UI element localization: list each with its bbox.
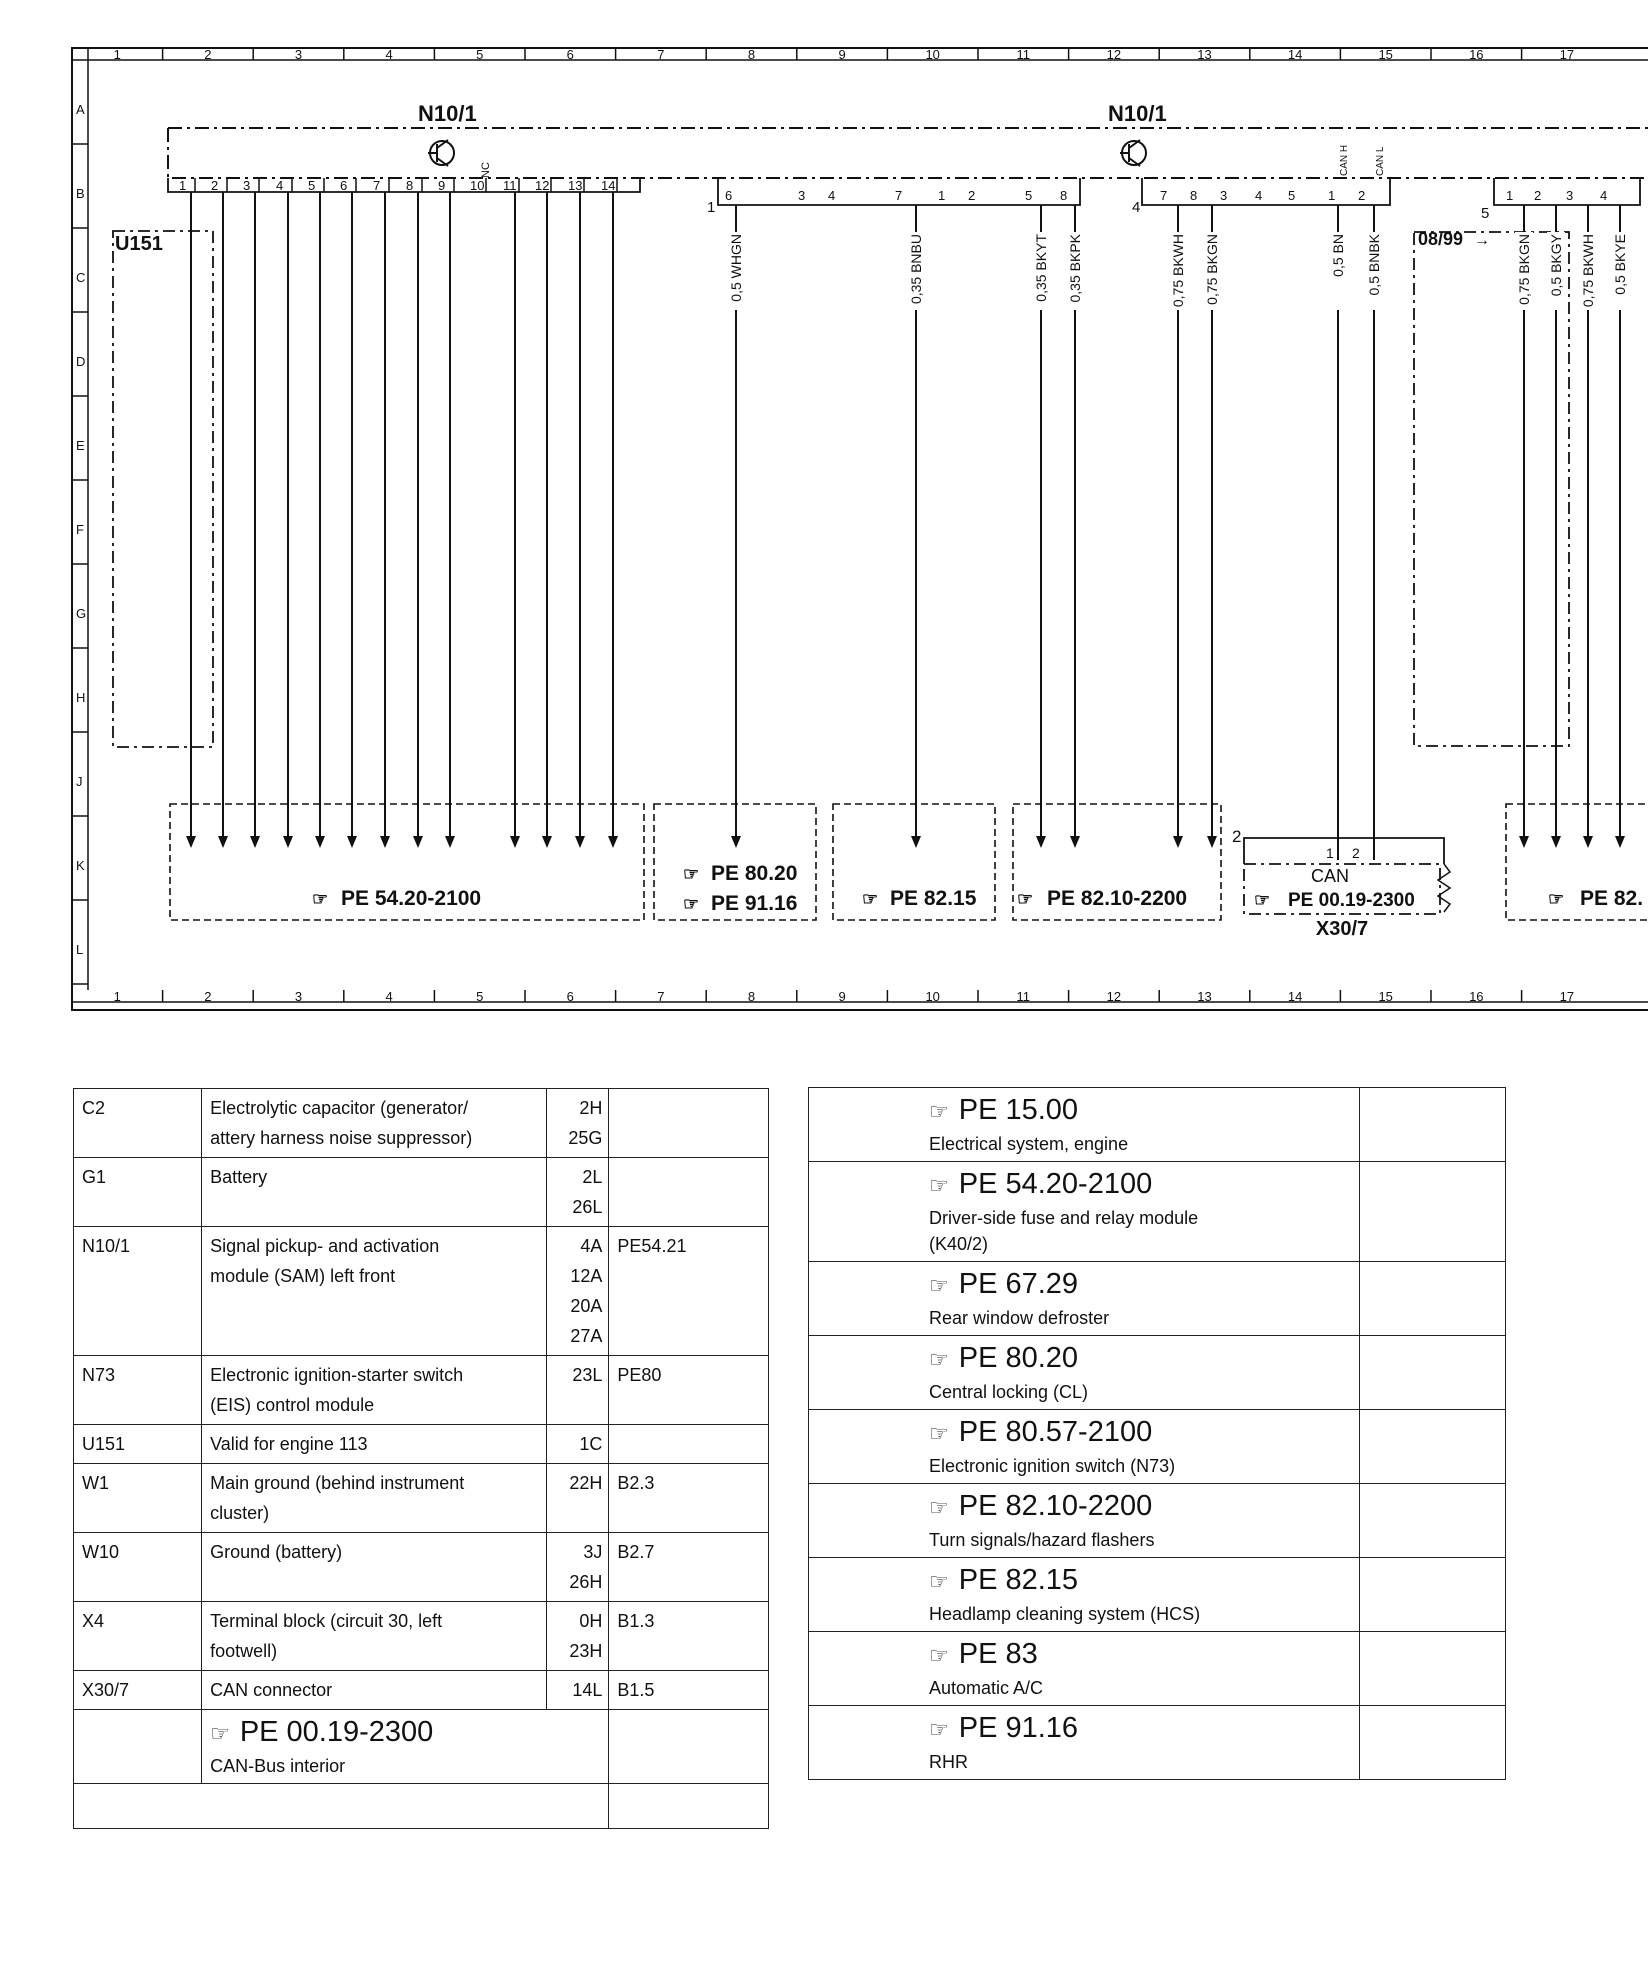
component-code: C2 xyxy=(74,1089,202,1158)
pointing-hand-icon: ☞ xyxy=(312,889,329,909)
connector-side-label: 4 xyxy=(1132,199,1141,216)
component-ref xyxy=(609,1425,769,1464)
column-label: 10 xyxy=(925,989,940,1004)
connector-pin: 6 xyxy=(725,188,733,203)
reference-title[interactable]: PE 54.20-2100 xyxy=(958,1168,1153,1200)
x30-7-pin-2: 2 xyxy=(1352,845,1360,861)
column-label: 15 xyxy=(1378,989,1393,1004)
reference-subtitle: Turn signals/hazard flashers xyxy=(929,1530,1155,1550)
reference-subtitle: Headlamp cleaning system (HCS) xyxy=(929,1604,1201,1624)
pointing-hand-icon: ☞ xyxy=(929,1644,949,1669)
pointing-hand-icon: ☞ xyxy=(1548,889,1565,909)
component-ref xyxy=(609,1158,769,1227)
component-code: X4 xyxy=(74,1602,202,1671)
component-code: G1 xyxy=(74,1158,202,1227)
pointing-hand-icon: ☞ xyxy=(683,864,700,884)
u151-box xyxy=(113,231,213,747)
column-label: 5 xyxy=(476,47,484,62)
connector-pin: 3 xyxy=(1220,188,1228,203)
connector-pin: 2 xyxy=(1358,188,1366,203)
arrow-icon xyxy=(445,836,455,848)
x30-7-can-label: CAN xyxy=(1310,866,1350,886)
connector-pin: 2 xyxy=(968,188,976,203)
component-locs: 23L xyxy=(547,1356,609,1425)
pointing-hand-icon: ☞ xyxy=(929,1274,949,1299)
arrow-icon xyxy=(608,836,618,848)
component-locs: 2L 26L xyxy=(547,1158,609,1227)
component-row xyxy=(74,1602,769,1671)
component-desc: CAN connector xyxy=(202,1671,547,1710)
column-label: 7 xyxy=(657,989,665,1004)
component-locs: 22H xyxy=(547,1464,609,1533)
arrow-icon xyxy=(1519,836,1529,848)
column-label: 13 xyxy=(1197,989,1212,1004)
connector-side-label: 1 xyxy=(707,199,716,216)
component-row xyxy=(74,1356,769,1425)
wire-label: 0,75 BKWH xyxy=(1580,234,1596,308)
component-row xyxy=(74,1227,769,1356)
reference-title[interactable]: PE 67.29 xyxy=(958,1268,1079,1300)
module-label-right: N10/1 xyxy=(1108,101,1167,126)
column-label: 8 xyxy=(747,47,756,62)
target-ref[interactable]: PE 54.20-2100 xyxy=(341,887,482,910)
pointing-hand-icon: ☞ xyxy=(929,1100,949,1125)
column-label: 13 xyxy=(1197,47,1212,62)
wire-label: 0,5 BKGY xyxy=(1548,234,1564,297)
x30-7-side-pin: 2 xyxy=(1232,827,1242,846)
component-ref: PE80 xyxy=(609,1356,769,1425)
version-tag: 08/99 xyxy=(1418,229,1464,249)
column-label: 1 xyxy=(113,989,121,1004)
x30-7-upper xyxy=(1244,838,1444,864)
component-locs: 4A 12A 20A 27A xyxy=(547,1227,609,1356)
arrow-icon xyxy=(250,836,260,848)
row-ruler xyxy=(72,48,88,990)
connector-pin: 5 xyxy=(1025,188,1033,203)
column-label: 16 xyxy=(1469,989,1484,1004)
pointing-hand-icon: ☞ xyxy=(929,1422,949,1447)
pointing-hand-icon: ☞ xyxy=(929,1348,949,1373)
n10-module-outline xyxy=(168,128,1648,178)
pin-label: 2 xyxy=(211,178,219,193)
column-label: 1 xyxy=(113,47,121,62)
reference-subtitle: Electrical system, engine xyxy=(929,1134,1129,1154)
wire-label: 0,75 BKGN xyxy=(1204,234,1220,305)
component-ref: B1.5 xyxy=(609,1671,769,1710)
column-label: 17 xyxy=(1559,989,1575,1004)
empty-row xyxy=(74,1784,769,1829)
pin-label: 3 xyxy=(243,178,251,193)
pointing-hand-icon: ☞ xyxy=(862,889,879,909)
connector-pin: 2 xyxy=(1534,188,1542,203)
connector-side-label: 5 xyxy=(1481,205,1490,222)
column-label: 11 xyxy=(1016,989,1031,1004)
component-desc: Terminal block (circuit 30, left footwell) xyxy=(202,1602,547,1671)
wire-label: 0,35 BKYT xyxy=(1033,234,1049,302)
component-code: N73 xyxy=(74,1356,202,1425)
row-label: D xyxy=(76,354,86,369)
reference-subtitle: RHR xyxy=(929,1752,968,1772)
column-ruler-top xyxy=(72,47,1648,62)
row-label: L xyxy=(76,942,84,957)
component-locs: 2H 25G xyxy=(547,1089,609,1158)
reference-row xyxy=(809,1632,1506,1706)
reference-subtitle: Driver-side fuse and relay module (K40/2) xyxy=(929,1208,1199,1254)
row-label: E xyxy=(76,438,85,453)
column-label: 7 xyxy=(657,47,665,62)
arrow-icon xyxy=(186,836,196,848)
pin-label: 8 xyxy=(406,178,414,193)
component-locs: 1C xyxy=(547,1425,609,1464)
pointing-hand-icon: ☞ xyxy=(1254,890,1271,910)
connector-pin: 3 xyxy=(798,188,806,203)
connector-outline xyxy=(1142,178,1390,205)
reference-row xyxy=(809,1484,1506,1558)
module-label-left: N10/1 xyxy=(418,101,477,126)
arrow-icon xyxy=(218,836,228,848)
component-ref xyxy=(609,1089,769,1158)
pointing-hand-icon: ☞ xyxy=(929,1496,949,1521)
arrow-icon xyxy=(413,836,423,848)
connector-pin: 1 xyxy=(1506,188,1514,203)
row-label: F xyxy=(76,522,84,537)
arrow-icon xyxy=(510,836,520,848)
reference-row xyxy=(809,1162,1506,1262)
column-label: 4 xyxy=(385,989,393,1004)
connector-pin: 4 xyxy=(828,188,836,203)
reference-title[interactable]: PE 80.20 xyxy=(958,1342,1079,1374)
connector-pin: 5 xyxy=(1288,188,1296,203)
arrow-icon xyxy=(1173,836,1183,848)
wire-labels xyxy=(727,232,1629,310)
wire-label: 0,5 BKYE xyxy=(1612,234,1628,295)
column-label: 9 xyxy=(838,989,846,1004)
arrow-icon xyxy=(1070,836,1080,848)
component-row xyxy=(74,1533,769,1602)
can-pin-label: CAN H xyxy=(1339,144,1350,176)
column-ruler-bottom xyxy=(72,989,1648,1004)
arrow-icon xyxy=(911,836,921,848)
column-label: 6 xyxy=(566,47,574,62)
pin-label: 10 xyxy=(470,178,485,193)
component-row xyxy=(74,1464,769,1533)
component-locs: 0H 23H xyxy=(547,1602,609,1671)
row-label: C xyxy=(76,270,86,285)
pin-label: 9 xyxy=(438,178,446,193)
row-label: J xyxy=(76,774,83,789)
column-label: 2 xyxy=(204,989,212,1004)
arrow-icon xyxy=(283,836,293,848)
component-desc: Ground (battery) xyxy=(202,1533,547,1602)
pointing-hand-icon: ☞ xyxy=(929,1718,949,1743)
component-desc: Valid for engine 113 xyxy=(202,1425,547,1464)
component-locs: 14L xyxy=(547,1671,609,1710)
pointing-hand-icon: ☞ xyxy=(929,1570,949,1595)
component-desc: Battery xyxy=(202,1158,547,1227)
column-label: 12 xyxy=(1106,47,1122,62)
component-row xyxy=(74,1158,769,1227)
u151-label: U151 xyxy=(115,233,163,255)
reference-subtitle: Rear window defroster xyxy=(929,1308,1110,1328)
arrow-icon xyxy=(542,836,552,848)
component-desc: Signal pickup- and activation module (SAM) left front xyxy=(202,1227,547,1356)
connector-pin: 1 xyxy=(938,188,946,203)
wire-label: 0,35 BNBU xyxy=(908,234,924,305)
component-table xyxy=(73,1088,769,1829)
arrow-icon xyxy=(1207,836,1217,848)
connector-pin: 8 xyxy=(1060,188,1068,203)
reference-title[interactable]: PE 15.00 xyxy=(958,1094,1079,1126)
target-ref[interactable]: PE 91.16 xyxy=(711,892,798,915)
row-label: K xyxy=(76,858,85,873)
reference-title[interactable]: PE 82.10-2200 xyxy=(958,1490,1153,1522)
component-desc: Main ground (behind instrument cluster) xyxy=(202,1464,547,1533)
connector-pin: 1 xyxy=(1328,188,1336,203)
wire-label: 0,75 BKWH xyxy=(1170,234,1186,308)
column-label: 3 xyxy=(294,47,303,62)
reference-subtitle: Electronic ignition switch (N73) xyxy=(929,1456,1176,1476)
component-ref: B1.3 xyxy=(609,1602,769,1671)
reference-row xyxy=(809,1088,1506,1162)
version-box xyxy=(1414,232,1569,746)
reference-title[interactable]: PE 82.15 xyxy=(958,1564,1079,1596)
reference-title[interactable]: PE 80.57-2100 xyxy=(958,1416,1153,1448)
component-desc: Electronic ignition-starter switch (EIS) control module xyxy=(202,1356,547,1425)
target-ref[interactable]: PE 82. xyxy=(1580,887,1644,910)
version-arrow-icon: → xyxy=(1474,232,1490,249)
pin-label: 13 xyxy=(568,178,583,193)
pointing-hand-icon: ☞ xyxy=(929,1174,949,1199)
pin-label: 7 xyxy=(373,178,381,193)
x30-7-ref: PE 00.19-2300 xyxy=(1288,890,1415,911)
arrow-icon xyxy=(347,836,357,848)
component-ref: PE54.21 xyxy=(609,1227,769,1356)
x30-7-pin-1: 1 xyxy=(1326,845,1334,861)
transistor-icon xyxy=(428,140,454,166)
wire-label: 0,5 BNBK xyxy=(1366,234,1382,296)
pin-label: 14 xyxy=(601,178,616,193)
reference-row xyxy=(809,1336,1506,1410)
pin-label: 1 xyxy=(179,178,187,193)
arrow-icon xyxy=(731,836,741,848)
component-pe-row xyxy=(74,1710,769,1784)
reference-title[interactable]: PE 91.16 xyxy=(958,1712,1079,1744)
component-code: W10 xyxy=(74,1533,202,1602)
arrow-icon xyxy=(575,836,585,848)
reference-title[interactable]: PE 83 xyxy=(958,1638,1038,1670)
arrow-icon xyxy=(1036,836,1046,848)
reference-row xyxy=(809,1410,1506,1484)
wires xyxy=(186,192,1625,860)
component-pe-title[interactable]: PE 00.19-2300 xyxy=(239,1716,434,1748)
component-ref: B2.3 xyxy=(609,1464,769,1533)
column-label: 3 xyxy=(294,989,303,1004)
pin-label: 12 xyxy=(535,178,550,193)
wire-label: 0,5 BN xyxy=(1330,234,1346,277)
can-pin-label: CAN L xyxy=(1375,146,1386,176)
pointing-hand-icon: ☞ xyxy=(1017,889,1034,909)
left-pin-row xyxy=(168,178,640,193)
reference-table xyxy=(808,1087,1506,1780)
pointing-hand-icon: ☞ xyxy=(210,1722,230,1747)
pin-label: 5 xyxy=(308,178,316,193)
component-row xyxy=(74,1425,769,1464)
row-label: H xyxy=(76,690,86,705)
component-code: N10/1 xyxy=(74,1227,202,1356)
reference-subtitle: Automatic A/C xyxy=(929,1678,1044,1698)
connector-pin: 7 xyxy=(1160,188,1168,203)
arrow-icon xyxy=(315,836,325,848)
column-label: 15 xyxy=(1378,47,1393,62)
component-ref: B2.7 xyxy=(609,1533,769,1602)
x30-7-id: X30/7 xyxy=(1315,918,1369,940)
arrow-icon xyxy=(380,836,390,848)
pointing-hand-icon: ☞ xyxy=(683,894,700,914)
target-ref[interactable]: PE 82.10-2200 xyxy=(1047,887,1188,910)
column-label: 11 xyxy=(1016,47,1031,62)
nc-label: NC xyxy=(480,162,492,178)
wire-label: 0,35 BKPK xyxy=(1067,234,1083,303)
reference-row xyxy=(809,1706,1506,1780)
target-ref[interactable]: PE 82.15 xyxy=(890,887,977,910)
column-label: 12 xyxy=(1106,989,1122,1004)
reference-row xyxy=(809,1262,1506,1336)
column-label: 6 xyxy=(566,989,574,1004)
component-desc: Electrolytic capacitor (generator/ attery harness noise suppressor) xyxy=(202,1089,547,1158)
column-label: 8 xyxy=(747,989,756,1004)
connector-pin: 7 xyxy=(895,188,903,203)
column-label: 14 xyxy=(1287,989,1303,1004)
component-locs: 3J 26H xyxy=(547,1533,609,1602)
arrow-icon xyxy=(1551,836,1561,848)
column-label: 10 xyxy=(925,47,940,62)
connector-pin-rows xyxy=(707,145,1640,222)
component-row xyxy=(74,1671,769,1710)
row-label: G xyxy=(76,606,87,621)
connector-pin: 8 xyxy=(1190,188,1198,203)
column-label: 4 xyxy=(385,47,393,62)
connector-pin: 3 xyxy=(1566,188,1574,203)
arrow-icon xyxy=(1615,836,1625,848)
row-label: B xyxy=(76,186,85,201)
connector-pin: 4 xyxy=(1255,188,1263,203)
column-label: 2 xyxy=(204,47,212,62)
column-label: 17 xyxy=(1559,47,1575,62)
column-label: 5 xyxy=(476,989,484,1004)
component-code: X30/7 xyxy=(74,1671,202,1710)
target-ref[interactable]: PE 80.20 xyxy=(711,862,798,885)
column-label: 16 xyxy=(1469,47,1484,62)
wire-label: 0,5 WHGN xyxy=(728,234,744,302)
component-code: U151 xyxy=(74,1425,202,1464)
row-label: A xyxy=(76,102,85,117)
target-boxes xyxy=(170,804,1648,920)
component-pe-sub: CAN-Bus interior xyxy=(210,1756,346,1776)
reference-subtitle: Central locking (CL) xyxy=(929,1382,1089,1402)
connector-pin: 4 xyxy=(1600,188,1608,203)
pin-label: 4 xyxy=(276,178,284,193)
column-label: 14 xyxy=(1287,47,1303,62)
component-row xyxy=(74,1089,769,1158)
pin-label: 6 xyxy=(340,178,348,193)
wire-label: 0,75 BKGN xyxy=(1516,234,1532,305)
reference-row xyxy=(809,1558,1506,1632)
transistor-icon xyxy=(1120,140,1146,166)
arrow-icon xyxy=(1583,836,1593,848)
column-label: 9 xyxy=(838,47,846,62)
component-code: W1 xyxy=(74,1464,202,1533)
pin-label: 11 xyxy=(503,178,517,193)
